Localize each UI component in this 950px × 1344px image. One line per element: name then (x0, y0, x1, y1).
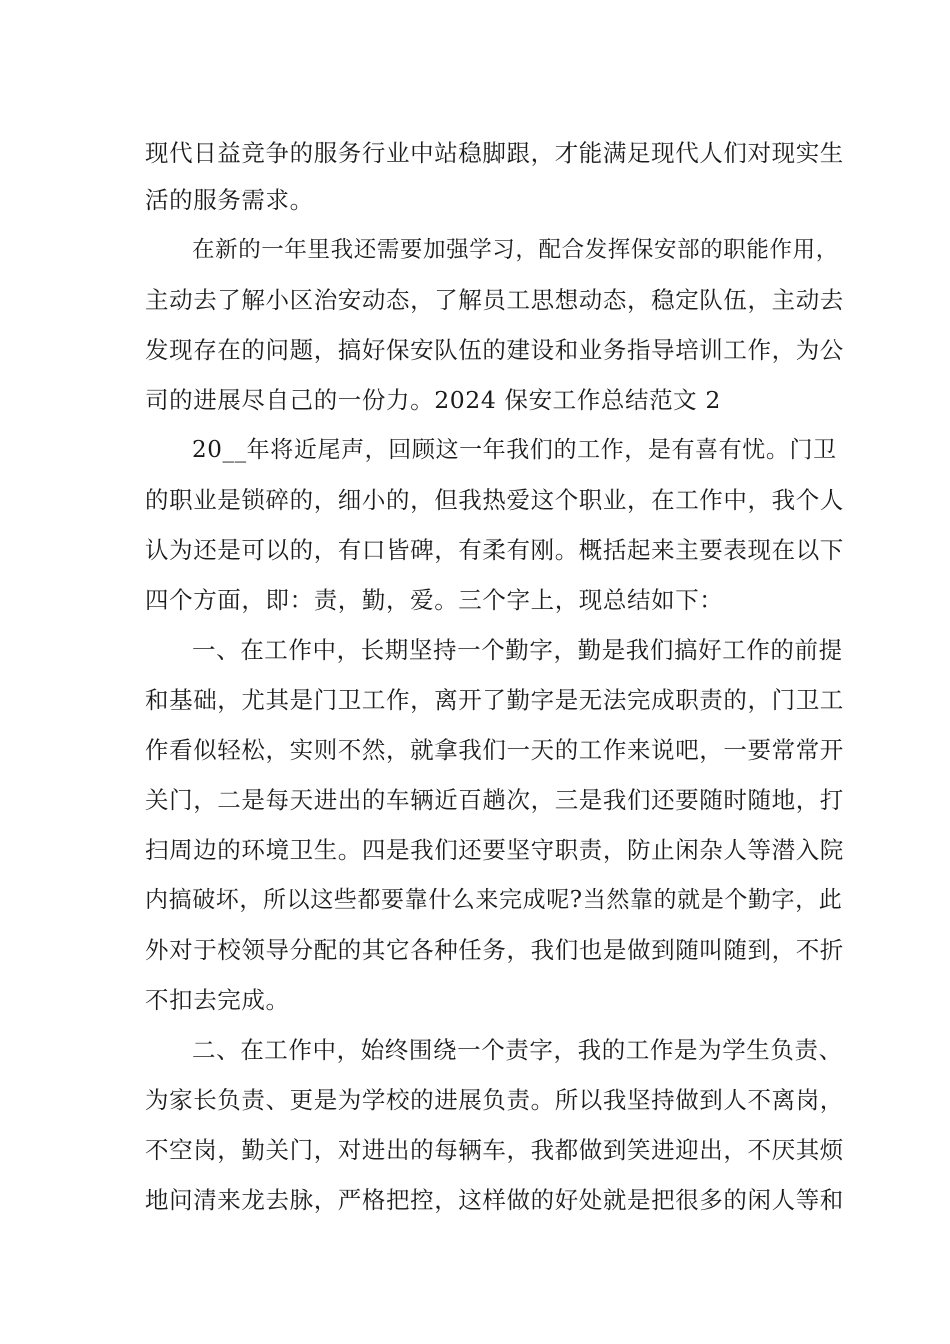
paragraph-start-line: 20__年将近尾声，回顾这一年我们的工作，是有喜有忧。门卫 (192, 437, 837, 463)
text-line: 发现存在的问题，搞好保安队伍的建设和业务指导培训工作，为公 (145, 336, 844, 364)
text-line: 的职业是锁碎的，细小的，但我热爱这个职业，在工作中，我个人 (145, 486, 844, 514)
paragraph-start-line: 一、在工作中，长期坚持一个勤字，勤是我们搞好工作的前提 (192, 636, 843, 664)
text-line: 不空岗，勤关门，对进出的每辆车，我都做到笑进迎出，不厌其烦 (145, 1136, 844, 1164)
text-line: 和基础，尤其是门卫工作，离开了勤字是无法完成职责的，门卫工 (145, 686, 844, 714)
text-line: 四个方面，即：责，勤，爱。三个字上，现总结如下： (145, 586, 724, 614)
paragraph-start-line: 二、在工作中，始终围绕一个责字，我的工作是为学生负责、 (192, 1036, 843, 1064)
text-line: 司的进展尽自己的一份力。2024 保安工作总结范文 2 (145, 386, 721, 414)
text-line: 为家长负责、更是为学校的进展负责。所以我坚持做到人不离岗， (145, 1086, 844, 1114)
text-line: 内搞破坏，所以这些都要靠什么来完成呢?当然靠的就是个勤字，此 (145, 887, 843, 913)
text-line: 外对于校领导分配的其它各种任务，我们也是做到随叫随到，不折 (145, 936, 844, 964)
text-line: 关门，二是每天进出的车辆近百趟次，三是我们还要随时随地，打 (145, 786, 844, 814)
text-line: 扫周边的环境卫生。四是我们还要坚守职责，防止闲杂人等潜入院 (145, 836, 844, 864)
text-line: 地问清来龙去脉，严格把控，这样做的好处就是把很多的闲人等和 (145, 1186, 844, 1214)
text-line: 不扣去完成。 (145, 986, 290, 1014)
text-line: 认为还是可以的，有口皆碑，有柔有刚。概括起来主要表现在以下 (145, 536, 844, 564)
text-line: 活的服务需求。 (145, 186, 314, 214)
paragraph-start-line: 在新的一年里我还需要加强学习，配合发挥保安部的职能作用， (192, 237, 839, 263)
text-line: 作看似轻松，实则不然，就拿我们一天的工作来说吧，一要常常开 (145, 736, 844, 764)
text-line: 现代日益竞争的服务行业中站稳脚跟，才能满足现代人们对现实生 (145, 139, 844, 167)
text-line: 主动去了解小区治安动态，了解员工思想动态，稳定队伍，主动去 (145, 286, 844, 314)
